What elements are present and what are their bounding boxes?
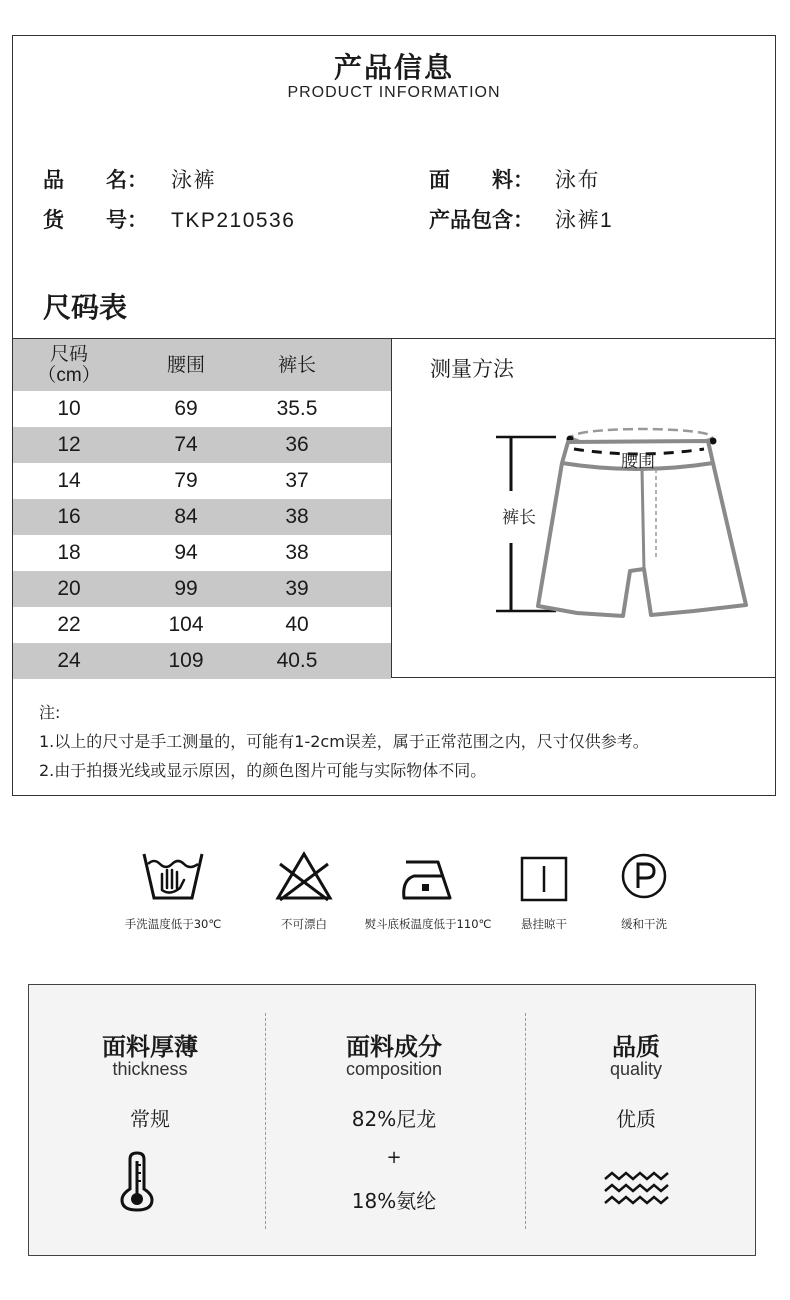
spec-composition-subtitle: composition <box>345 1059 443 1079</box>
spec-quality-title: 品质 <box>612 1033 660 1061</box>
table-row <box>13 463 391 499</box>
field-contents-label: 产品包含： <box>429 208 534 232</box>
size-table <box>13 339 391 679</box>
info-title: 产品信息 <box>333 51 454 84</box>
header-spacer <box>347 339 391 391</box>
care-label-iron: 熨斗底板温度低于110℃ <box>364 917 492 931</box>
divider-1 <box>265 1013 266 1229</box>
spec-composition-title: 面料成分 <box>346 1033 442 1061</box>
field-name-label: 品 名： <box>43 168 148 192</box>
field-item-number-value: TKP210536 <box>171 209 296 232</box>
spec-thickness-value: 常规 <box>130 1107 170 1131</box>
spec-composition <box>273 985 515 1255</box>
cell-size: 20 <box>57 577 81 600</box>
note-line-1: 1.以上的尺寸是手工测量的，可能有1-2cm误差，属于正常范围之内，尺寸仅供参考。 <box>39 732 649 751</box>
cell-waist: 94 <box>174 541 198 564</box>
notes-heading: 注: <box>39 703 61 722</box>
care-dry-clean <box>612 850 676 932</box>
spec-composition-value-1: 82%尼龙 <box>351 1107 437 1131</box>
field-name <box>43 164 216 194</box>
table-row <box>13 391 391 427</box>
cell-waist: 104 <box>168 613 204 636</box>
thermometer-icon <box>119 1151 155 1213</box>
cell-length: 38 <box>285 541 309 564</box>
cell-size: 12 <box>57 433 81 456</box>
cell-waist: 84 <box>174 505 198 528</box>
field-fabric-label: 面 料： <box>429 168 534 192</box>
size-chart-heading: 尺码表 <box>43 291 128 324</box>
size-chart-area <box>13 338 775 678</box>
cell-length: 40 <box>285 613 309 636</box>
cell-length: 36 <box>285 433 309 456</box>
care-label-hand-wash: 手洗温度低于30℃ <box>124 917 222 931</box>
spec-composition-plus: + <box>386 1147 402 1168</box>
product-info-panel <box>12 35 776 796</box>
cell-waist: 79 <box>174 469 198 492</box>
cell-length: 40.5 <box>276 649 318 672</box>
field-contents-value: 泳裤1 <box>555 209 614 232</box>
length-label: 裤长 <box>502 508 536 528</box>
spec-thickness-title: 面料厚薄 <box>102 1033 198 1061</box>
field-fabric <box>429 164 600 194</box>
table-row <box>13 571 391 607</box>
cell-size: 22 <box>57 613 81 636</box>
field-item-number-label: 货 号： <box>43 208 148 232</box>
hang-dry-icon <box>519 850 569 904</box>
notes <box>39 698 649 785</box>
fabric-spec-panel <box>28 984 756 1256</box>
cell-waist: 69 <box>174 397 198 420</box>
table-row <box>13 535 391 571</box>
cell-size: 16 <box>57 505 81 528</box>
iron-icon <box>398 850 458 904</box>
shorts-diagram <box>392 339 776 677</box>
spec-composition-value-2: 18%氨纶 <box>351 1189 437 1213</box>
dry-clean-p-icon <box>619 850 669 904</box>
header-waist: 腰围 <box>166 353 205 376</box>
spec-thickness <box>29 985 271 1255</box>
info-subtitle: PRODUCT INFORMATION <box>287 84 501 101</box>
note-line-2: 2.由于拍摄光线或显示原因，的颜色图片可能与实际物体不同。 <box>39 761 487 780</box>
measure-panel <box>391 339 775 677</box>
header-length: 裤长 <box>277 353 316 376</box>
table-row <box>13 643 391 679</box>
size-table-header-row <box>13 339 391 391</box>
cell-waist: 109 <box>168 649 204 672</box>
cell-length: 35.5 <box>276 397 318 420</box>
care-hang-dry <box>510 850 578 932</box>
cell-size: 14 <box>57 469 81 492</box>
cell-waist: 74 <box>174 433 198 456</box>
measure-title: 测量方法 <box>430 357 514 381</box>
field-item-number <box>43 204 295 234</box>
no-bleach-icon <box>274 850 334 904</box>
table-row <box>13 427 391 463</box>
cell-size: 10 <box>57 397 81 420</box>
care-label-dry-clean: 缓和干洗 <box>621 917 667 931</box>
header-size: 尺码 （cm） <box>37 343 101 386</box>
cell-length: 39 <box>285 577 309 600</box>
care-label-hang-dry: 悬挂晾干 <box>521 917 567 931</box>
cell-size: 18 <box>57 541 81 564</box>
field-fabric-value: 泳布 <box>555 169 600 192</box>
wave-icon <box>603 1171 673 1207</box>
field-name-value: 泳裤 <box>171 169 216 192</box>
spec-quality-subtitle: quality <box>609 1059 663 1079</box>
cell-length: 37 <box>285 469 309 492</box>
table-row <box>13 499 391 535</box>
waist-label: 腰围 <box>621 452 655 472</box>
cell-length: 38 <box>285 505 309 528</box>
spec-thickness-subtitle: thickness <box>112 1059 188 1079</box>
care-no-bleach <box>262 850 346 932</box>
care-iron <box>356 850 500 932</box>
cell-waist: 99 <box>174 577 198 600</box>
hand-wash-icon <box>140 850 206 904</box>
care-label-no-bleach: 不可漂白 <box>281 917 327 931</box>
cell-size: 24 <box>57 649 81 672</box>
spec-quality <box>515 985 757 1255</box>
care-hand-wash <box>115 850 231 932</box>
field-contents <box>429 204 613 234</box>
table-row <box>13 607 391 643</box>
spec-quality-value: 优质 <box>616 1107 656 1131</box>
